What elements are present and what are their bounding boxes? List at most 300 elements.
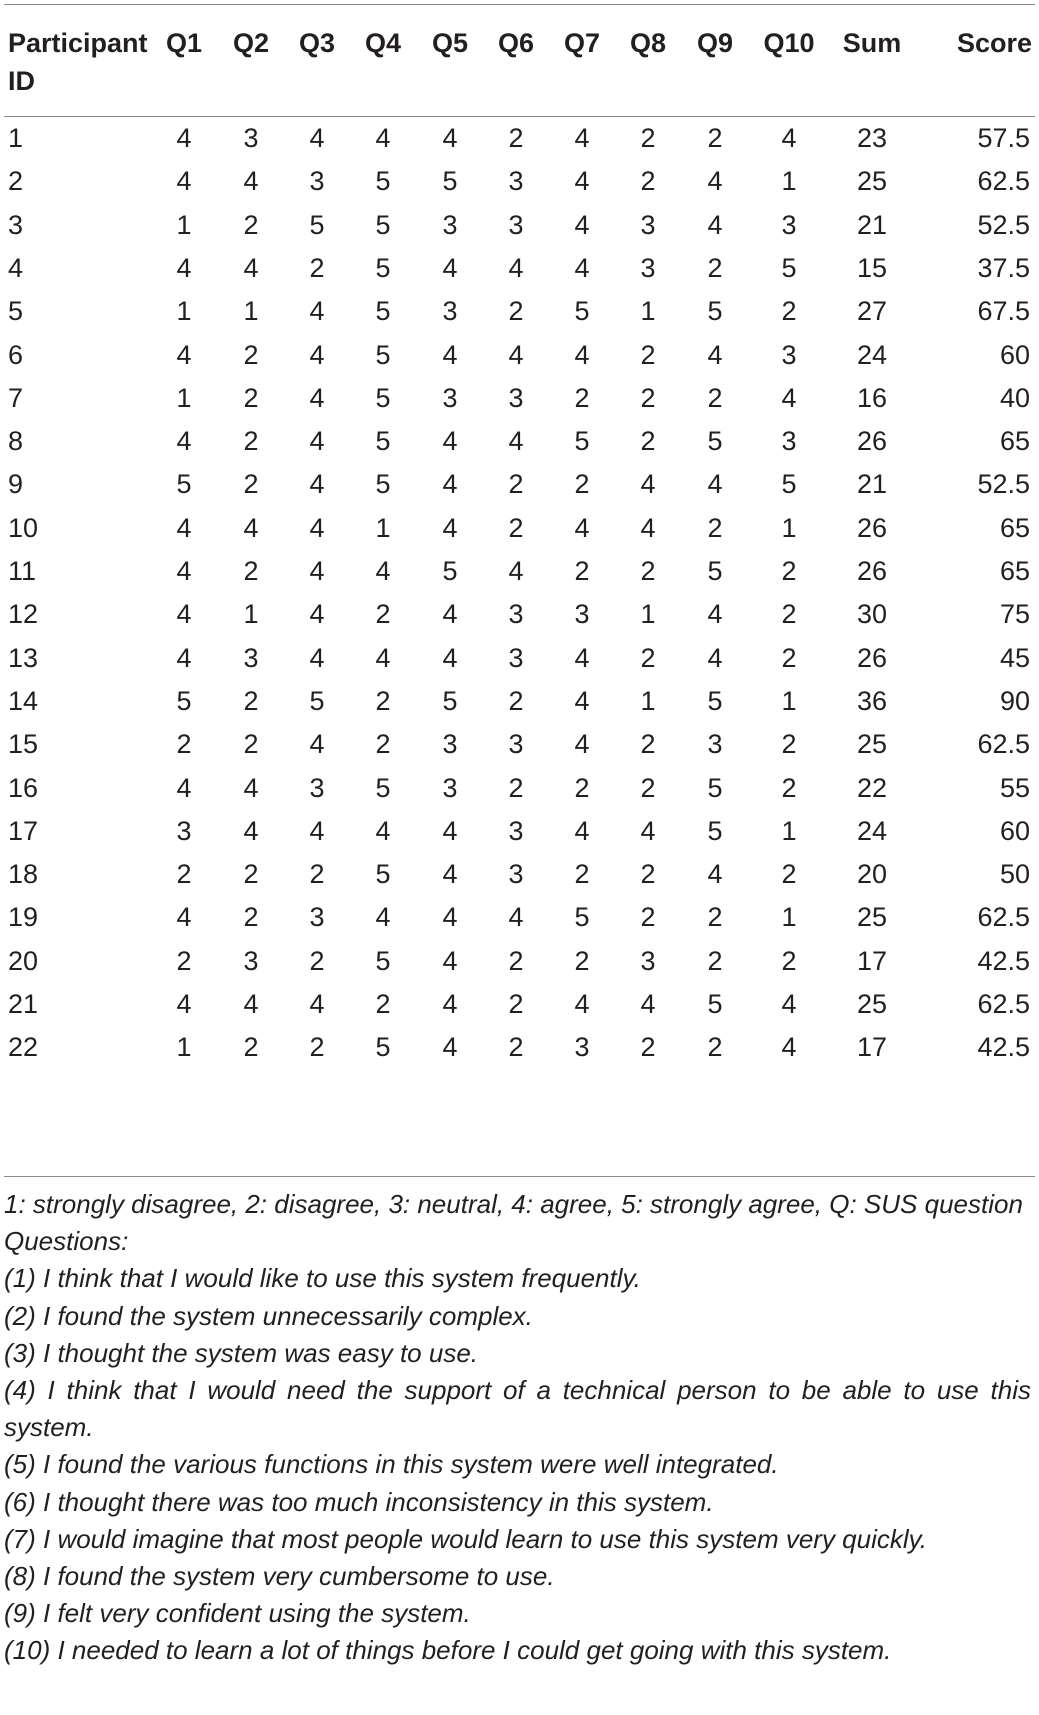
cell-q6: 3 [508, 166, 524, 197]
cell-q3: 2 [309, 859, 325, 890]
cell-q9: 5 [707, 296, 723, 327]
cell-participant-id: 9 [8, 469, 24, 500]
cell-q8: 2 [640, 859, 656, 890]
cell-score: 50 [999, 859, 1030, 890]
cell-q5: 4 [442, 123, 458, 153]
cell-q5: 4 [442, 339, 458, 370]
cell-q8: 2 [640, 426, 656, 457]
cell-q6: 2 [508, 945, 524, 976]
cell-q1: 4 [176, 166, 192, 197]
cell-q8: 4 [640, 469, 656, 500]
header-score: Score [956, 28, 1032, 58]
table-row [4, 894, 1035, 941]
cell-score: 60 [999, 815, 1030, 846]
cell-q6: 3 [508, 859, 524, 890]
cell-q10: 4 [781, 123, 797, 153]
cell-q5: 5 [442, 166, 458, 197]
cell-q3: 4 [309, 512, 325, 543]
cell-q6: 3 [508, 729, 524, 760]
cell-q2: 4 [243, 512, 259, 543]
cell-participant-id: 4 [8, 252, 24, 283]
table-row [4, 938, 1035, 985]
cell-q7: 4 [574, 166, 590, 197]
cell-q7: 4 [574, 209, 590, 240]
cell-q9: 4 [707, 599, 723, 630]
cell-q3: 5 [309, 685, 325, 716]
cell-q8: 2 [640, 772, 656, 803]
cell-score: 90 [999, 685, 1030, 716]
cell-q2: 2 [243, 469, 259, 500]
cell-q4: 2 [375, 989, 391, 1019]
cell-q8: 2 [640, 339, 656, 370]
cell-q6: 2 [508, 1032, 524, 1063]
cell-q9: 2 [707, 512, 723, 543]
cell-q9: 5 [707, 989, 723, 1019]
cell-q8: 4 [640, 989, 656, 1019]
cell-q9: 2 [707, 945, 723, 976]
cell-q6: 4 [508, 252, 524, 283]
cell-q1: 4 [176, 642, 192, 673]
cell-q3: 2 [309, 1032, 325, 1063]
cell-q10: 3 [781, 209, 797, 240]
cell-sum: 27 [856, 296, 888, 327]
cell-q8: 4 [640, 815, 656, 846]
cell-sum: 16 [856, 382, 888, 413]
cell-q8: 1 [640, 599, 656, 630]
cell-q10: 1 [781, 685, 797, 716]
table-row [4, 808, 1035, 855]
cell-q5: 3 [442, 729, 458, 760]
cell-score: 42.5 [977, 945, 1030, 976]
cell-q4: 5 [375, 382, 391, 413]
cell-q7: 4 [574, 339, 590, 370]
cell-q5: 4 [442, 815, 458, 846]
cell-sum: 30 [856, 599, 888, 630]
cell-q6: 4 [508, 902, 524, 933]
table-row [4, 332, 1035, 379]
header-q3: Q3 [298, 28, 336, 58]
cell-q7: 5 [574, 296, 590, 327]
cell-q6: 4 [508, 339, 524, 370]
cell-q2: 3 [243, 945, 259, 976]
cell-q5: 4 [442, 859, 458, 890]
cell-q5: 4 [442, 642, 458, 673]
table-row [4, 548, 1035, 595]
table-row [4, 461, 1035, 508]
cell-sum: 26 [856, 556, 888, 586]
cell-participant-id: 1 [8, 123, 24, 153]
table-row [4, 981, 1035, 1028]
cell-q3: 4 [309, 382, 325, 413]
footnote-questions-label: Questions: [4, 1226, 129, 1257]
cell-score: 55 [999, 772, 1030, 803]
cell-participant-id: 22 [8, 1032, 39, 1063]
cell-q7: 2 [574, 945, 590, 976]
table-top-rule [4, 4, 1035, 5]
cell-q10: 2 [781, 729, 797, 760]
cell-q8: 2 [640, 1032, 656, 1063]
footnote-legend: 1: strongly disagree, 2: disagree, 3: neutral, 4: agree, 5: strongly agree, Q: SUS question [4, 1189, 1023, 1219]
cell-q10: 1 [781, 815, 797, 846]
cell-score: 62.5 [977, 902, 1030, 933]
cell-q5: 3 [442, 382, 458, 413]
cell-q7: 4 [574, 642, 590, 673]
cell-q2: 1 [243, 296, 259, 327]
cell-q5: 4 [442, 469, 458, 500]
cell-q9: 5 [707, 685, 723, 716]
cell-q9: 4 [707, 469, 723, 500]
cell-q10: 3 [781, 339, 797, 370]
cell-participant-id: 14 [8, 685, 39, 716]
cell-q9: 4 [707, 859, 723, 890]
cell-q8: 3 [640, 945, 656, 976]
cell-sum: 20 [856, 859, 888, 890]
cell-q10: 2 [781, 599, 797, 630]
cell-q1: 4 [176, 599, 192, 630]
cell-q4: 5 [375, 296, 391, 327]
cell-q7: 4 [574, 512, 590, 543]
cell-sum: 26 [856, 642, 888, 673]
table-row [4, 375, 1035, 422]
cell-q2: 2 [243, 685, 259, 716]
cell-participant-id: 20 [8, 945, 39, 976]
cell-participant-id: 3 [8, 209, 24, 240]
cell-participant-id: 17 [8, 815, 39, 846]
header-sum: Sum [842, 28, 902, 58]
cell-q7: 4 [574, 685, 590, 716]
cell-q6: 3 [508, 815, 524, 846]
cell-q10: 4 [781, 989, 797, 1019]
cell-score: 37.5 [977, 252, 1030, 283]
cell-q5: 4 [442, 599, 458, 630]
cell-score: 75 [999, 599, 1030, 630]
cell-q5: 4 [442, 426, 458, 457]
cell-q2: 1 [243, 599, 259, 630]
cell-sum: 21 [856, 469, 888, 500]
cell-q2: 4 [243, 815, 259, 846]
cell-participant-id: 6 [8, 339, 24, 370]
cell-q4: 5 [375, 339, 391, 370]
cell-q8: 2 [640, 166, 656, 197]
cell-q9: 4 [707, 166, 723, 197]
cell-q7: 2 [574, 772, 590, 803]
cell-q6: 2 [508, 685, 524, 716]
cell-q8: 2 [640, 382, 656, 413]
table-row [4, 765, 1035, 812]
cell-participant-id: 11 [8, 556, 37, 586]
cell-q10: 2 [781, 642, 797, 673]
cell-q9: 5 [707, 556, 723, 586]
cell-q8: 2 [640, 642, 656, 673]
cell-q4: 5 [375, 859, 391, 890]
cell-q6: 3 [508, 382, 524, 413]
cell-q4: 5 [375, 209, 391, 240]
table-row [4, 288, 1035, 335]
cell-q5: 4 [442, 902, 458, 933]
cell-q2: 2 [243, 339, 259, 370]
cell-q8: 2 [640, 123, 656, 153]
footnote-question-5: (5) I found the various functions in this system were well integrated. [4, 1449, 779, 1480]
header-q2: Q2 [232, 28, 270, 58]
cell-q2: 4 [243, 772, 259, 803]
cell-q9: 2 [707, 902, 723, 933]
cell-q1: 4 [176, 426, 192, 457]
cell-score: 60 [999, 339, 1030, 370]
cell-score: 62.5 [977, 166, 1030, 197]
cell-q5: 4 [442, 512, 458, 543]
table-row [4, 635, 1035, 682]
header-q1: Q1 [165, 28, 203, 58]
cell-q6: 3 [508, 642, 524, 673]
cell-participant-id: 16 [8, 772, 39, 803]
cell-q4: 4 [375, 815, 391, 846]
cell-q8: 2 [640, 902, 656, 933]
cell-q5: 3 [442, 209, 458, 240]
cell-participant-id: 18 [8, 859, 39, 890]
cell-q3: 4 [309, 123, 325, 153]
header-q5: Q5 [431, 28, 469, 58]
cell-q6: 4 [508, 426, 524, 457]
cell-q2: 3 [243, 642, 259, 673]
table-row [4, 851, 1035, 898]
cell-q2: 2 [243, 556, 259, 586]
cell-q4: 2 [375, 729, 391, 760]
cell-q3: 4 [309, 642, 325, 673]
cell-participant-id: 10 [8, 512, 39, 543]
cell-q7: 4 [574, 123, 590, 153]
cell-q10: 1 [781, 512, 797, 543]
cell-q6: 3 [508, 209, 524, 240]
cell-q6: 2 [508, 296, 524, 327]
table-row [4, 505, 1035, 552]
cell-participant-id: 15 [8, 729, 39, 760]
cell-q1: 2 [176, 859, 192, 890]
cell-q6: 2 [508, 469, 524, 500]
cell-q5: 4 [442, 1032, 458, 1063]
cell-q9: 2 [707, 123, 723, 153]
cell-q10: 1 [781, 166, 797, 197]
footnote-question-10: (10) I needed to learn a lot of things before I could get going with this system. [4, 1635, 892, 1666]
cell-q2: 2 [243, 902, 259, 933]
cell-q2: 2 [243, 1032, 259, 1063]
cell-score: 65 [999, 512, 1030, 543]
cell-q1: 4 [176, 512, 192, 543]
cell-q7: 5 [574, 902, 590, 933]
cell-q2: 4 [243, 252, 259, 283]
cell-q1: 2 [176, 729, 192, 760]
cell-q5: 5 [442, 685, 458, 716]
cell-q8: 4 [640, 512, 656, 543]
cell-q6: 2 [508, 512, 524, 543]
cell-q5: 3 [442, 296, 458, 327]
cell-q4: 2 [375, 599, 391, 630]
cell-q9: 5 [707, 772, 723, 803]
cell-q7: 2 [574, 382, 590, 413]
cell-q9: 2 [707, 252, 723, 283]
cell-q6: 2 [508, 123, 524, 153]
header-participant-id: Participant ID [8, 28, 148, 96]
header-q6: Q6 [497, 28, 535, 58]
footnote-question-3: (3) I thought the system was easy to use. [4, 1337, 479, 1368]
table-row [4, 202, 1035, 249]
cell-score: 67.5 [977, 296, 1030, 327]
cell-q2: 3 [243, 123, 259, 153]
cell-q3: 4 [309, 599, 325, 630]
cell-q10: 3 [781, 426, 797, 457]
cell-q8: 3 [640, 252, 656, 283]
cell-q4: 2 [375, 685, 391, 716]
footnote-question-4: (4) I think that I would need the support of a technical person to be able to use this system. [4, 1375, 1031, 1443]
cell-q8: 1 [640, 296, 656, 327]
cell-q4: 5 [375, 426, 391, 457]
cell-score: 52.5 [977, 209, 1030, 240]
table-row [4, 115, 1035, 162]
cell-sum: 26 [856, 426, 888, 457]
cell-q10: 2 [781, 945, 797, 976]
cell-q3: 3 [309, 902, 325, 933]
cell-q1: 4 [176, 772, 192, 803]
cell-q2: 4 [243, 989, 259, 1019]
cell-q3: 4 [309, 556, 325, 586]
cell-q1: 4 [176, 902, 192, 933]
cell-participant-id: 5 [8, 296, 24, 327]
cell-q2: 2 [243, 382, 259, 413]
cell-score: 65 [999, 426, 1030, 457]
cell-q10: 5 [781, 252, 797, 283]
cell-q3: 4 [309, 426, 325, 457]
cell-q10: 2 [781, 772, 797, 803]
cell-q3: 4 [309, 989, 325, 1019]
cell-q7: 4 [574, 815, 590, 846]
header-q8: Q8 [629, 28, 667, 58]
cell-q7: 4 [574, 729, 590, 760]
cell-q10: 4 [781, 382, 797, 413]
cell-q2: 4 [243, 166, 259, 197]
cell-q4: 5 [375, 772, 391, 803]
cell-q3: 3 [309, 772, 325, 803]
cell-q6: 2 [508, 772, 524, 803]
cell-sum: 17 [856, 945, 888, 976]
cell-q5: 4 [442, 252, 458, 283]
cell-q3: 5 [309, 209, 325, 240]
table-bottom-rule [4, 1176, 1035, 1177]
cell-participant-id: 12 [8, 599, 39, 630]
cell-sum: 24 [856, 339, 888, 370]
cell-sum: 21 [856, 209, 888, 240]
cell-q3: 4 [309, 729, 325, 760]
cell-q3: 4 [309, 339, 325, 370]
cell-q9: 4 [707, 642, 723, 673]
cell-q10: 5 [781, 469, 797, 500]
cell-q3: 4 [309, 296, 325, 327]
cell-q7: 3 [574, 1032, 590, 1063]
cell-q6: 4 [508, 556, 524, 586]
cell-participant-id: 2 [8, 166, 24, 197]
cell-participant-id: 19 [8, 902, 39, 933]
table-row [4, 591, 1035, 638]
cell-q4: 5 [375, 252, 391, 283]
cell-q9: 2 [707, 1032, 723, 1063]
cell-q3: 4 [309, 469, 325, 500]
cell-q7: 4 [574, 989, 590, 1019]
cell-score: 40 [999, 382, 1030, 413]
cell-q4: 5 [375, 945, 391, 976]
header-q7: Q7 [563, 28, 601, 58]
table-row [4, 158, 1035, 205]
cell-q5: 4 [442, 945, 458, 976]
cell-score: 42.5 [977, 1032, 1030, 1063]
cell-q4: 4 [375, 902, 391, 933]
cell-sum: 36 [856, 685, 888, 716]
cell-q4: 4 [375, 556, 391, 586]
cell-q8: 2 [640, 556, 656, 586]
cell-q3: 2 [309, 945, 325, 976]
cell-q10: 2 [781, 296, 797, 327]
cell-q1: 5 [176, 685, 192, 716]
cell-sum: 24 [856, 815, 888, 846]
cell-q3: 2 [309, 252, 325, 283]
cell-q7: 3 [574, 599, 590, 630]
table-row [4, 1024, 1035, 1071]
cell-sum: 25 [856, 902, 888, 933]
cell-q9: 4 [707, 209, 723, 240]
cell-q4: 5 [375, 166, 391, 197]
cell-score: 45 [999, 642, 1030, 673]
cell-q5: 3 [442, 772, 458, 803]
header-q9: Q9 [696, 28, 734, 58]
cell-q7: 2 [574, 859, 590, 890]
footnote-question-7: (7) I would imagine that most people would learn to use this system very quickly. [4, 1523, 927, 1554]
footnote-question-9: (9) I felt very confident using the system. [4, 1598, 471, 1629]
cell-q10: 2 [781, 556, 797, 586]
footnote-question-1: (1) I think that I would like to use this system frequently. [4, 1263, 641, 1294]
cell-q3: 3 [309, 166, 325, 197]
cell-score: 62.5 [977, 729, 1030, 760]
cell-q9: 5 [707, 815, 723, 846]
cell-q1: 4 [176, 989, 192, 1019]
cell-q10: 2 [781, 859, 797, 890]
footnote-question-8: (8) I found the system very cumbersome to use. [4, 1561, 555, 1592]
cell-q10: 4 [781, 1032, 797, 1063]
cell-q2: 2 [243, 209, 259, 240]
cell-q8: 1 [640, 685, 656, 716]
cell-sum: 25 [856, 166, 888, 197]
cell-score: 65 [999, 556, 1030, 586]
cell-q5: 5 [442, 556, 458, 586]
table-row [4, 418, 1035, 465]
cell-sum: 17 [856, 1032, 888, 1063]
cell-score: 57.5 [977, 123, 1030, 153]
cell-q1: 2 [176, 945, 192, 976]
cell-q9: 4 [707, 339, 723, 370]
table-row [4, 721, 1035, 768]
cell-q5: 4 [442, 989, 458, 1019]
cell-sum: 26 [856, 512, 888, 543]
cell-participant-id: 7 [8, 382, 24, 413]
cell-q1: 1 [176, 382, 192, 413]
table-row [4, 678, 1035, 725]
cell-q7: 4 [574, 252, 590, 283]
cell-q1: 4 [176, 556, 192, 586]
cell-q9: 5 [707, 426, 723, 457]
cell-sum: 25 [856, 989, 888, 1019]
cell-sum: 22 [856, 772, 888, 803]
cell-q1: 3 [176, 815, 192, 846]
cell-q2: 2 [243, 426, 259, 457]
cell-q8: 3 [640, 209, 656, 240]
cell-q1: 1 [176, 1032, 192, 1063]
cell-q4: 5 [375, 1032, 391, 1063]
